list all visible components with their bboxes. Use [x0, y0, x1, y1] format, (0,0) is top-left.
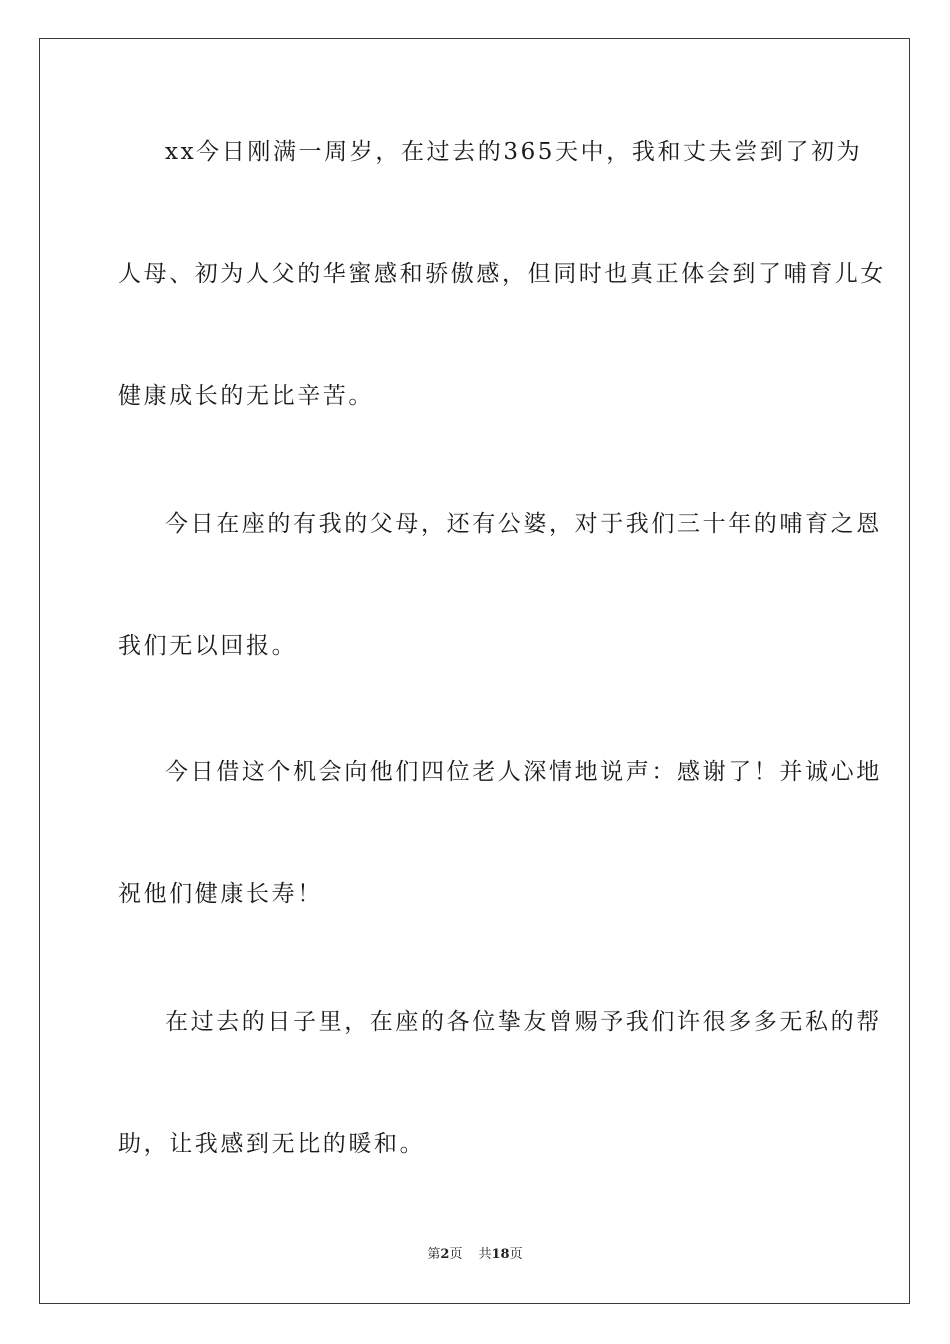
paragraph-2-line-2: 我们无以回报。 — [118, 633, 298, 659]
page-border — [39, 38, 910, 1304]
total-pages: 18 — [491, 1247, 510, 1262]
paragraph-4-line-1: 在过去的日子里，在座的各位挚友曾赐予我们许很多多无私的帮 — [165, 1009, 882, 1035]
paragraph-2-line-1: 今日在座的有我的父母，还有公婆，对于我们三十年的哺育之恩 — [165, 511, 882, 537]
paragraph-1-line-2: 人母、初为人父的华蜜感和骄傲感，但同时也真正体会到了哺育儿女 — [118, 261, 886, 287]
paragraph-1-line-3: 健康成长的无比辛苦。 — [118, 383, 374, 409]
total-suffix: 页 — [509, 1247, 523, 1262]
page-suffix: 页 — [449, 1247, 463, 1262]
paragraph-4-line-2: 助，让我感到无比的暖和。 — [118, 1131, 426, 1157]
page-footer — [0, 1246, 950, 1264]
paragraph-3-line-2: 祝他们健康长寿！ — [118, 881, 323, 907]
paragraph-1-line-1: xx今日刚满一周岁，在过去的365天中，我和丈夫尝到了初为 — [165, 139, 863, 165]
page-prefix: 第 — [427, 1247, 441, 1262]
total-prefix: 共 — [478, 1247, 492, 1262]
page-number: 2 — [440, 1247, 450, 1262]
paragraph-3-line-1: 今日借这个机会向他们四位老人深情地说声：感谢了！并诚心地 — [165, 759, 882, 785]
